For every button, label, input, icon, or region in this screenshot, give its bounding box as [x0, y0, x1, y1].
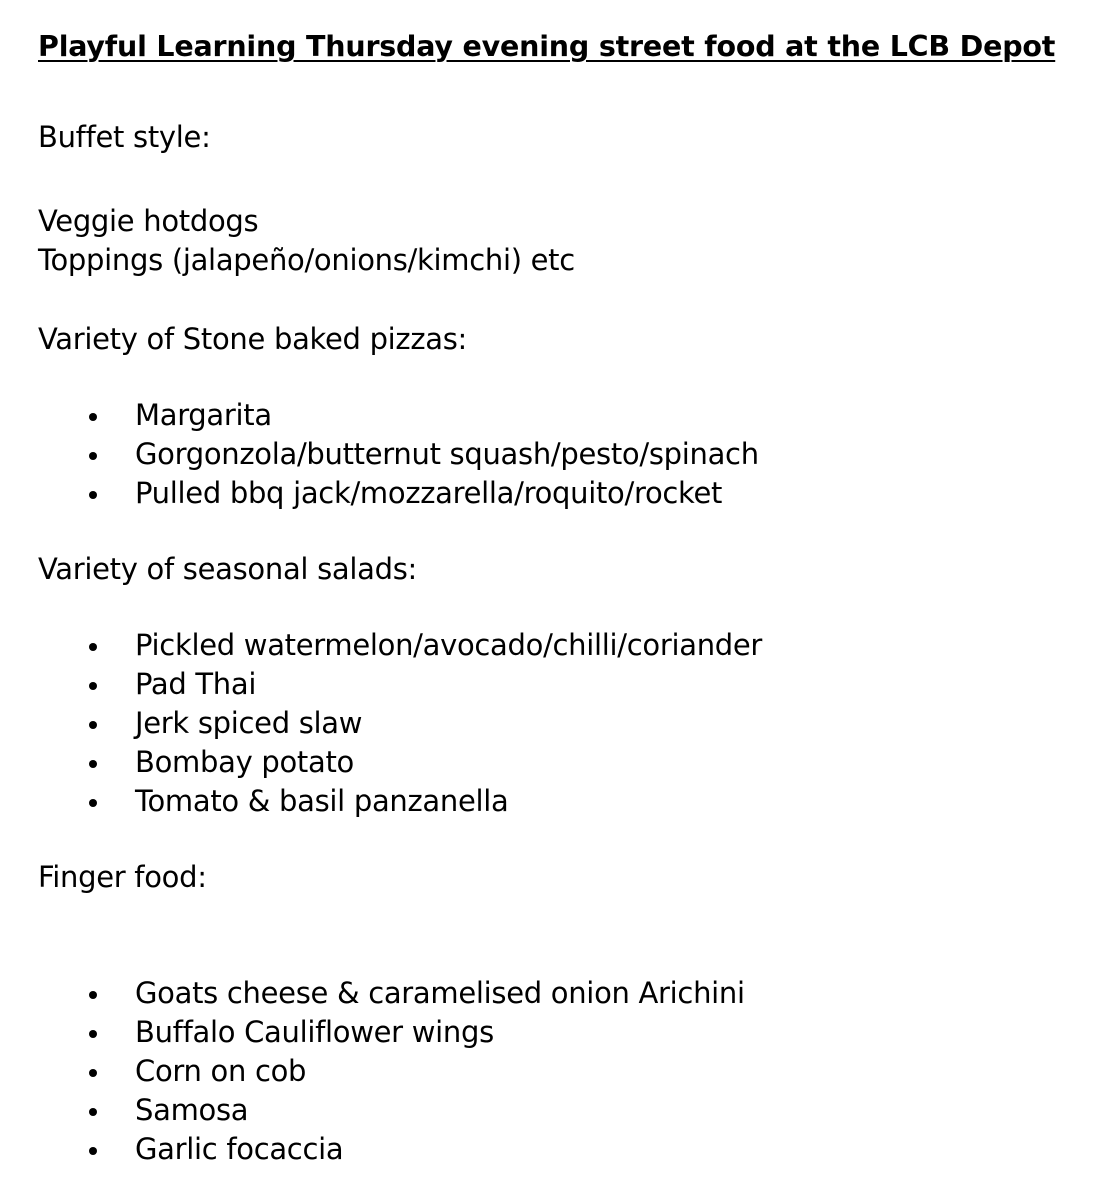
- bullet-icon: [89, 799, 97, 807]
- bullet-icon: [89, 682, 97, 690]
- bullet-icon: [89, 413, 97, 421]
- bullet-icon: [89, 491, 97, 499]
- bullet-icon: [89, 721, 97, 729]
- toppings-line: Toppings (jalapeño/onions/kimchi) etc: [38, 243, 575, 277]
- bullet-icon: [89, 1108, 97, 1116]
- buffet-style-label: Buffet style:: [38, 120, 211, 154]
- document-title: Playful Learning Thursday evening street food at the LCB Depot: [38, 30, 1056, 63]
- bullet-icon: [89, 1069, 97, 1077]
- bullet-icon: [89, 452, 97, 460]
- veggie-hotdogs-line: Veggie hotdogs: [38, 204, 259, 238]
- bullet-icon: [89, 991, 97, 999]
- bullet-icon: [89, 760, 97, 768]
- bullet-icon: [89, 1147, 97, 1155]
- salads-heading: Variety of seasonal salads:: [38, 552, 417, 586]
- bullet-icon: [89, 1030, 97, 1038]
- finger-food-heading: Finger food:: [38, 860, 207, 894]
- pizzas-heading: Variety of Stone baked pizzas:: [38, 322, 468, 356]
- bullet-icon: [89, 643, 97, 651]
